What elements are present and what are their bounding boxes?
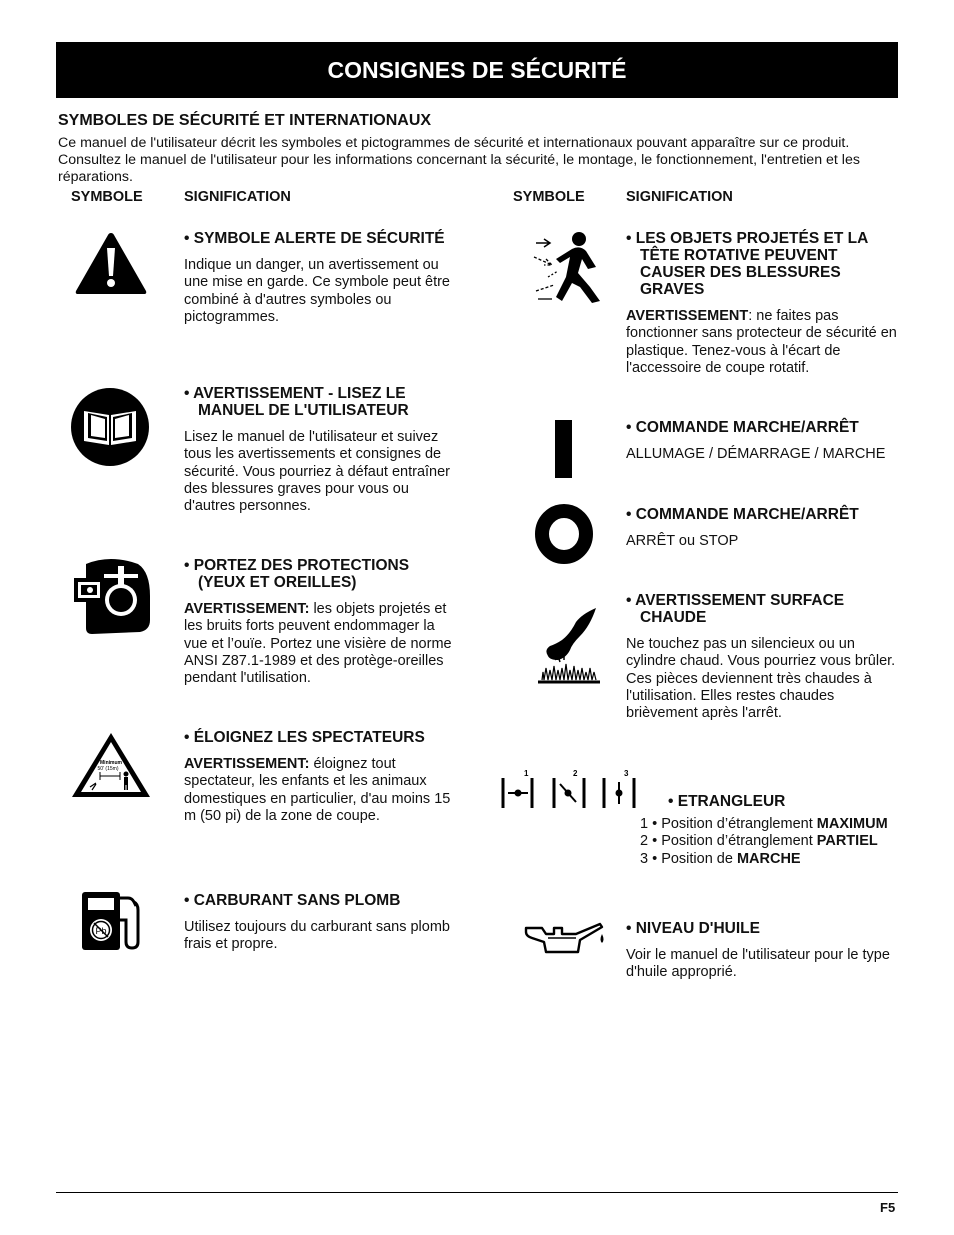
oil-can-icon [524,918,608,958]
symbol-entry [626,506,898,550]
off-icon [534,504,594,564]
symbol-heading: • AVERTISSEMENT - LISEZ LE MANUEL DE L'UTILISATEUR [184,385,409,419]
choke-number-3: 3 [624,769,629,778]
choke-icon [500,766,640,812]
choke-position-value: PARTIEL [816,833,878,850]
symbol-heading: • CARBURANT SANS PLOMB [184,892,401,909]
symbol-entry [184,230,454,326]
symbol-heading: • ÉLOIGNEZ LES SPECTATEURS [184,729,425,746]
footer-rule [56,1192,898,1193]
pb-label: Pb [95,926,107,936]
symbol-description: Indique un danger, un avertissement ou une mise en garde. Ce symbole peut être combiné à d'autres symboles ou pictogrammes. [184,257,450,325]
hot-surface-icon [536,606,602,686]
choke-number-1: 1 [524,769,529,778]
distance-label: 50' (15m) [97,766,119,772]
read-manual-icon [70,387,150,467]
symbol-entry [626,230,898,377]
choke-position-label: 3 • Position de [640,850,737,867]
symbol-entry [184,385,459,515]
warning-label: AVERTISSEMENT: [184,601,310,617]
choke-position-label: 1 • Position d’étranglement [640,816,817,832]
symbol-description: Utilisez toujours du carburant sans plomb frais et propre. [184,919,450,953]
symbol-description: Voir le manuel de l'utilisateur pour le type d'huile approprié. [626,947,890,981]
symbol-heading: • LES OBJETS PROJETÉS ET LA TÊTE ROTATIVE PEUVENT CAUSER DES BLESSURES GRAVES [626,230,868,298]
warning-text: éloignez tout spectateur, les enfants et les animaux domestiques en particulier, d'au moins 15 m (50 pi) de la zone de coupe. [184,756,451,824]
symbol-heading: • COMMANDE MARCHE/ARRÊT [626,419,859,436]
fuel-pump-icon [80,890,144,952]
symbol-heading: • PORTEZ DES PROTECTIONS (YEUX ET OREILLES) [184,557,410,591]
thrown-objects-icon [530,229,610,305]
intro-paragraph: Ce manuel de l'utilisateur décrit les symboles et pictogrammes de sécurité et internationaux pouvant apparaître sur ce produit. Consultez le manuel de l'utilisateur pour les informations concernant la sécurité, le montage, le fonctionnement, l'entretien et les réparations. [58,135,860,185]
choke-position-line [640,833,898,850]
symbol-entry [626,419,898,463]
symbol-description [626,308,898,377]
symbol-description [184,601,459,687]
page-banner: CONSIGNES DE SÉCURITÉ [56,42,898,98]
symbol-heading: • AVERTISSEMENT SURFACE CHAUDE [626,592,845,626]
choke-heading-block [668,793,898,810]
symbol-description: Lisez le manuel de l'utilisateur et suivez tous les avertissements et consignes de sécurité. Vous pourriez à défaut entraîner des blessures graves pour vous ou d'autres personnes. [184,429,450,515]
symbol-entry [626,592,898,722]
choke-positions [640,816,898,868]
col-header-symbol-right: SYMBOLE [513,189,585,205]
choke-number-2: 2 [573,769,578,778]
symbol-heading: • SYMBOLE ALERTE DE SÉCURITÉ [184,230,445,247]
warning-text: : ne faites pas fonctionner sans protecteur de sécurité en plastique. Tenez-vous à l'écart de l'accessoire de coupe rotatif. [626,308,897,376]
bystander-distance-icon [70,731,152,799]
choke-position-label: 2 • Position d’étranglement [640,833,817,850]
choke-position-value: MARCHE [736,850,801,867]
section-title: SYMBOLES DE SÉCURITÉ ET INTERNATIONAUX [58,112,432,129]
choke-position-value: MAXIMUM [816,816,888,832]
symbol-description: Ne touchez pas un silencieux ou un cylindre chaud. Vous pourriez vous brûler. Ces pièces deviennent très chaudes à l'utilisation. Elles restes chaudes brièvement après l'arrêt. [626,636,896,722]
col-header-meaning-left: SIGNIFICATION [184,189,291,205]
symbol-heading: • COMMANDE MARCHE/ARRÊT [626,506,859,523]
eye-ear-protection-icon [70,558,152,636]
choke-position-line [640,851,898,868]
col-header-meaning-right: SIGNIFICATION [626,189,733,205]
symbol-heading: • ETRANGLEUR [668,793,786,810]
choke-position-line [640,816,898,833]
page-number: F5 [880,1200,896,1215]
symbol-heading: • NIVEAU D'HUILE [626,920,760,937]
col-header-symbol-left: SYMBOLE [71,189,143,205]
warning-triangle-icon [74,230,148,296]
symbol-entry [184,892,459,954]
symbol-entry [184,729,459,825]
symbol-description: ARRÊT ou STOP [626,533,739,549]
warning-label: AVERTISSEMENT [626,308,749,324]
minimum-label: Minimum [100,760,122,766]
warning-text: les objets projetés et les bruits forts peuvent endommager la vue et l’ouïe. Portez une visière de norme ANSI Z87.1-1989 et des protège-oreilles pendant l'utilisation. [184,601,452,687]
warning-label: AVERTISSEMENT: [184,756,310,772]
symbol-entry [184,557,459,687]
symbol-entry [626,920,898,982]
symbol-description: ALLUMAGE / DÉMARRAGE / MARCHE [626,446,886,462]
symbol-description [184,756,459,825]
on-icon [553,420,575,478]
